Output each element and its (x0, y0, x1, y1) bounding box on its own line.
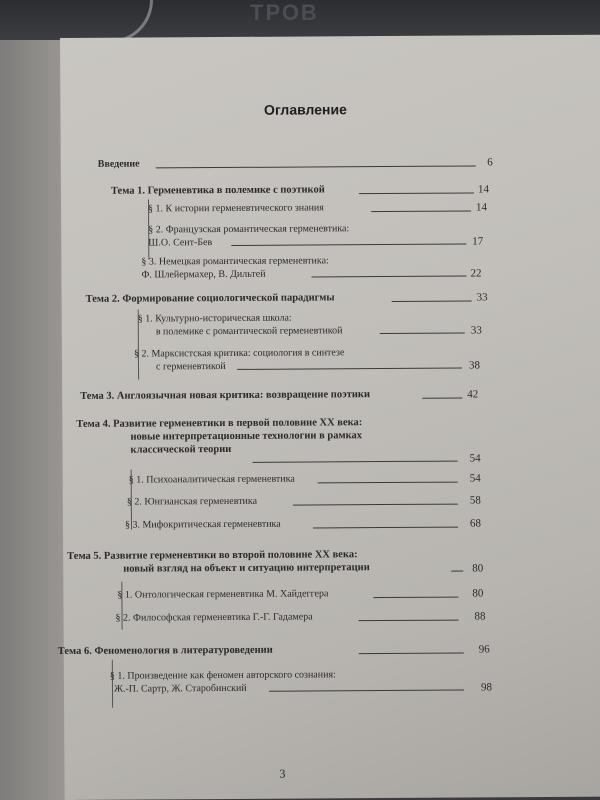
topic-label-line-3: классической теории (130, 443, 232, 456)
section-title: Юнгианская герменевтика (144, 495, 258, 508)
toc-topic-1-page: 14 (477, 183, 489, 196)
toc-section-5-2 (116, 610, 313, 624)
toc-section-1-2-page: 17 (472, 235, 484, 248)
section-title-line-1: Произведение как феномен авторского сознания: (127, 669, 336, 682)
toc-leader (392, 300, 472, 301)
section-num: § 1. (128, 474, 144, 486)
toc-section-6-1-page: 98 (480, 681, 493, 694)
toc-topic-6-label: Тема 6. Феноменология в литературоведении (57, 644, 273, 658)
toc-section-1-3 (141, 254, 329, 281)
background-logo: ТРОВ (250, 0, 319, 25)
toc-topic-3-label: Тема 3. Англоязычная новая критика: возвращение поэтики (80, 389, 371, 402)
toc-section-2-1 (138, 311, 343, 338)
toc-topic-5-label (67, 548, 370, 576)
toc-intro-page: 6 (487, 156, 493, 169)
toc-section-5-2-page: 88 (474, 610, 486, 623)
toc-section-2-1-page: 33 (470, 324, 482, 337)
toc-intro-label: Введение (97, 158, 140, 170)
toc-topic-2-label: Тема 2. Формирование социологической парадигмы (85, 292, 335, 305)
toc-topic-4-label (76, 416, 362, 457)
toc-topic-4-page: 54 (469, 452, 481, 465)
section-title: Психоаналитическая герменевтика (146, 473, 295, 486)
toc-leader (359, 620, 459, 622)
section-num: § 2. (126, 496, 142, 508)
section-title-line-2: Ж.-П. Сартр, Ж. Старобинский (113, 682, 247, 695)
section-title: Философская герменевтика Г.-Г. Гадамера (133, 611, 313, 624)
toc-leader (318, 482, 458, 484)
page-title: Оглавление (263, 101, 347, 118)
toc-section-1-1-page: 14 (476, 201, 488, 214)
section-title: Онтологическая герменевтика М. Хайдеггера (134, 588, 329, 601)
section-num: § 1. (148, 203, 164, 215)
book-page (57, 35, 600, 800)
section-num: § 2. (115, 612, 131, 624)
topic-label-line-1: Тема 5. Развитие герменевтики во второй половине XX века: (67, 549, 358, 562)
section-title-line-1: Марксистская критика: социология в синтезе (151, 347, 345, 360)
section-title-line-2: Ф. Шлейермахер, В. Дильтей (141, 268, 266, 281)
section-num: § 1. (137, 313, 153, 325)
toc-leader (253, 461, 458, 463)
toc-section-1-1 (148, 201, 324, 215)
section-num: § 2. (133, 348, 149, 360)
toc-section-1-3-page: 22 (470, 267, 482, 280)
toc-section-4-2-page: 58 (469, 494, 481, 507)
section-title-line-2: с герменевтикой (155, 360, 226, 373)
toc-section-5-1 (117, 587, 328, 601)
toc-section-2-2-page: 38 (468, 359, 481, 372)
topic-label-line-2: новый взгляд на объект и ситуацию интерпретации (123, 562, 370, 575)
toc-topic-3-page: 42 (467, 388, 479, 401)
toc-topic-1-label: Тема 1. Герменевтика в полемике с поэтикой (110, 184, 325, 197)
toc-section-4-2 (127, 495, 257, 509)
toc-section-5-1-page: 80 (472, 587, 484, 600)
toc-leader (269, 690, 464, 692)
section-title: Мифокритическая герменевтика (142, 518, 281, 531)
toc-topic-6-page: 96 (478, 643, 490, 656)
page-number: 3 (279, 766, 286, 781)
section-title-line-1: Немецкая романтическая герменевтика: (158, 255, 329, 268)
toc-section-4-1 (129, 473, 295, 487)
section-title-line-1: Культурно-историческая школа: (155, 312, 292, 325)
section-title: К истории герменевтического знания (165, 202, 324, 215)
toc-leader (380, 333, 465, 335)
toc-section-4-3 (125, 518, 281, 532)
toc-leader (373, 597, 458, 599)
toc-leader (313, 527, 458, 529)
background-cable (0, 0, 153, 43)
section-num: § 2. (148, 224, 164, 236)
section-num: § 1. (109, 670, 125, 682)
toc-leader (311, 276, 466, 278)
toc-section-4-3-page: 68 (469, 517, 482, 530)
section-title-line-2: в полемике с романтической герменевтикой (155, 325, 343, 338)
toc-leader (371, 210, 471, 212)
section-title-line-2: Ш.О. Сент-Бев (148, 237, 213, 249)
toc-topic-5-page: 80 (472, 562, 484, 575)
toc-leader (359, 192, 474, 194)
section-num: § 3. (141, 256, 157, 268)
section-num: § 3. (124, 519, 141, 531)
toc-topic-2-page: 33 (476, 291, 488, 304)
toc-section-4-1-page: 54 (469, 472, 481, 485)
toc-leader (237, 368, 462, 370)
toc-section-6-1 (110, 668, 336, 695)
topic-label-line-2: новые интерпретационные технологии в рамках (130, 430, 363, 443)
topic-label-line-1: Тема 4. Развитие герменевтики в первой половине XX века: (76, 417, 363, 430)
toc-leader (293, 504, 458, 506)
toc-leader (359, 653, 464, 655)
section-title-line-1: Французская романтическая герменевтика: (165, 223, 350, 236)
section-num: § 1. (117, 589, 133, 601)
toc-leader (156, 165, 476, 168)
